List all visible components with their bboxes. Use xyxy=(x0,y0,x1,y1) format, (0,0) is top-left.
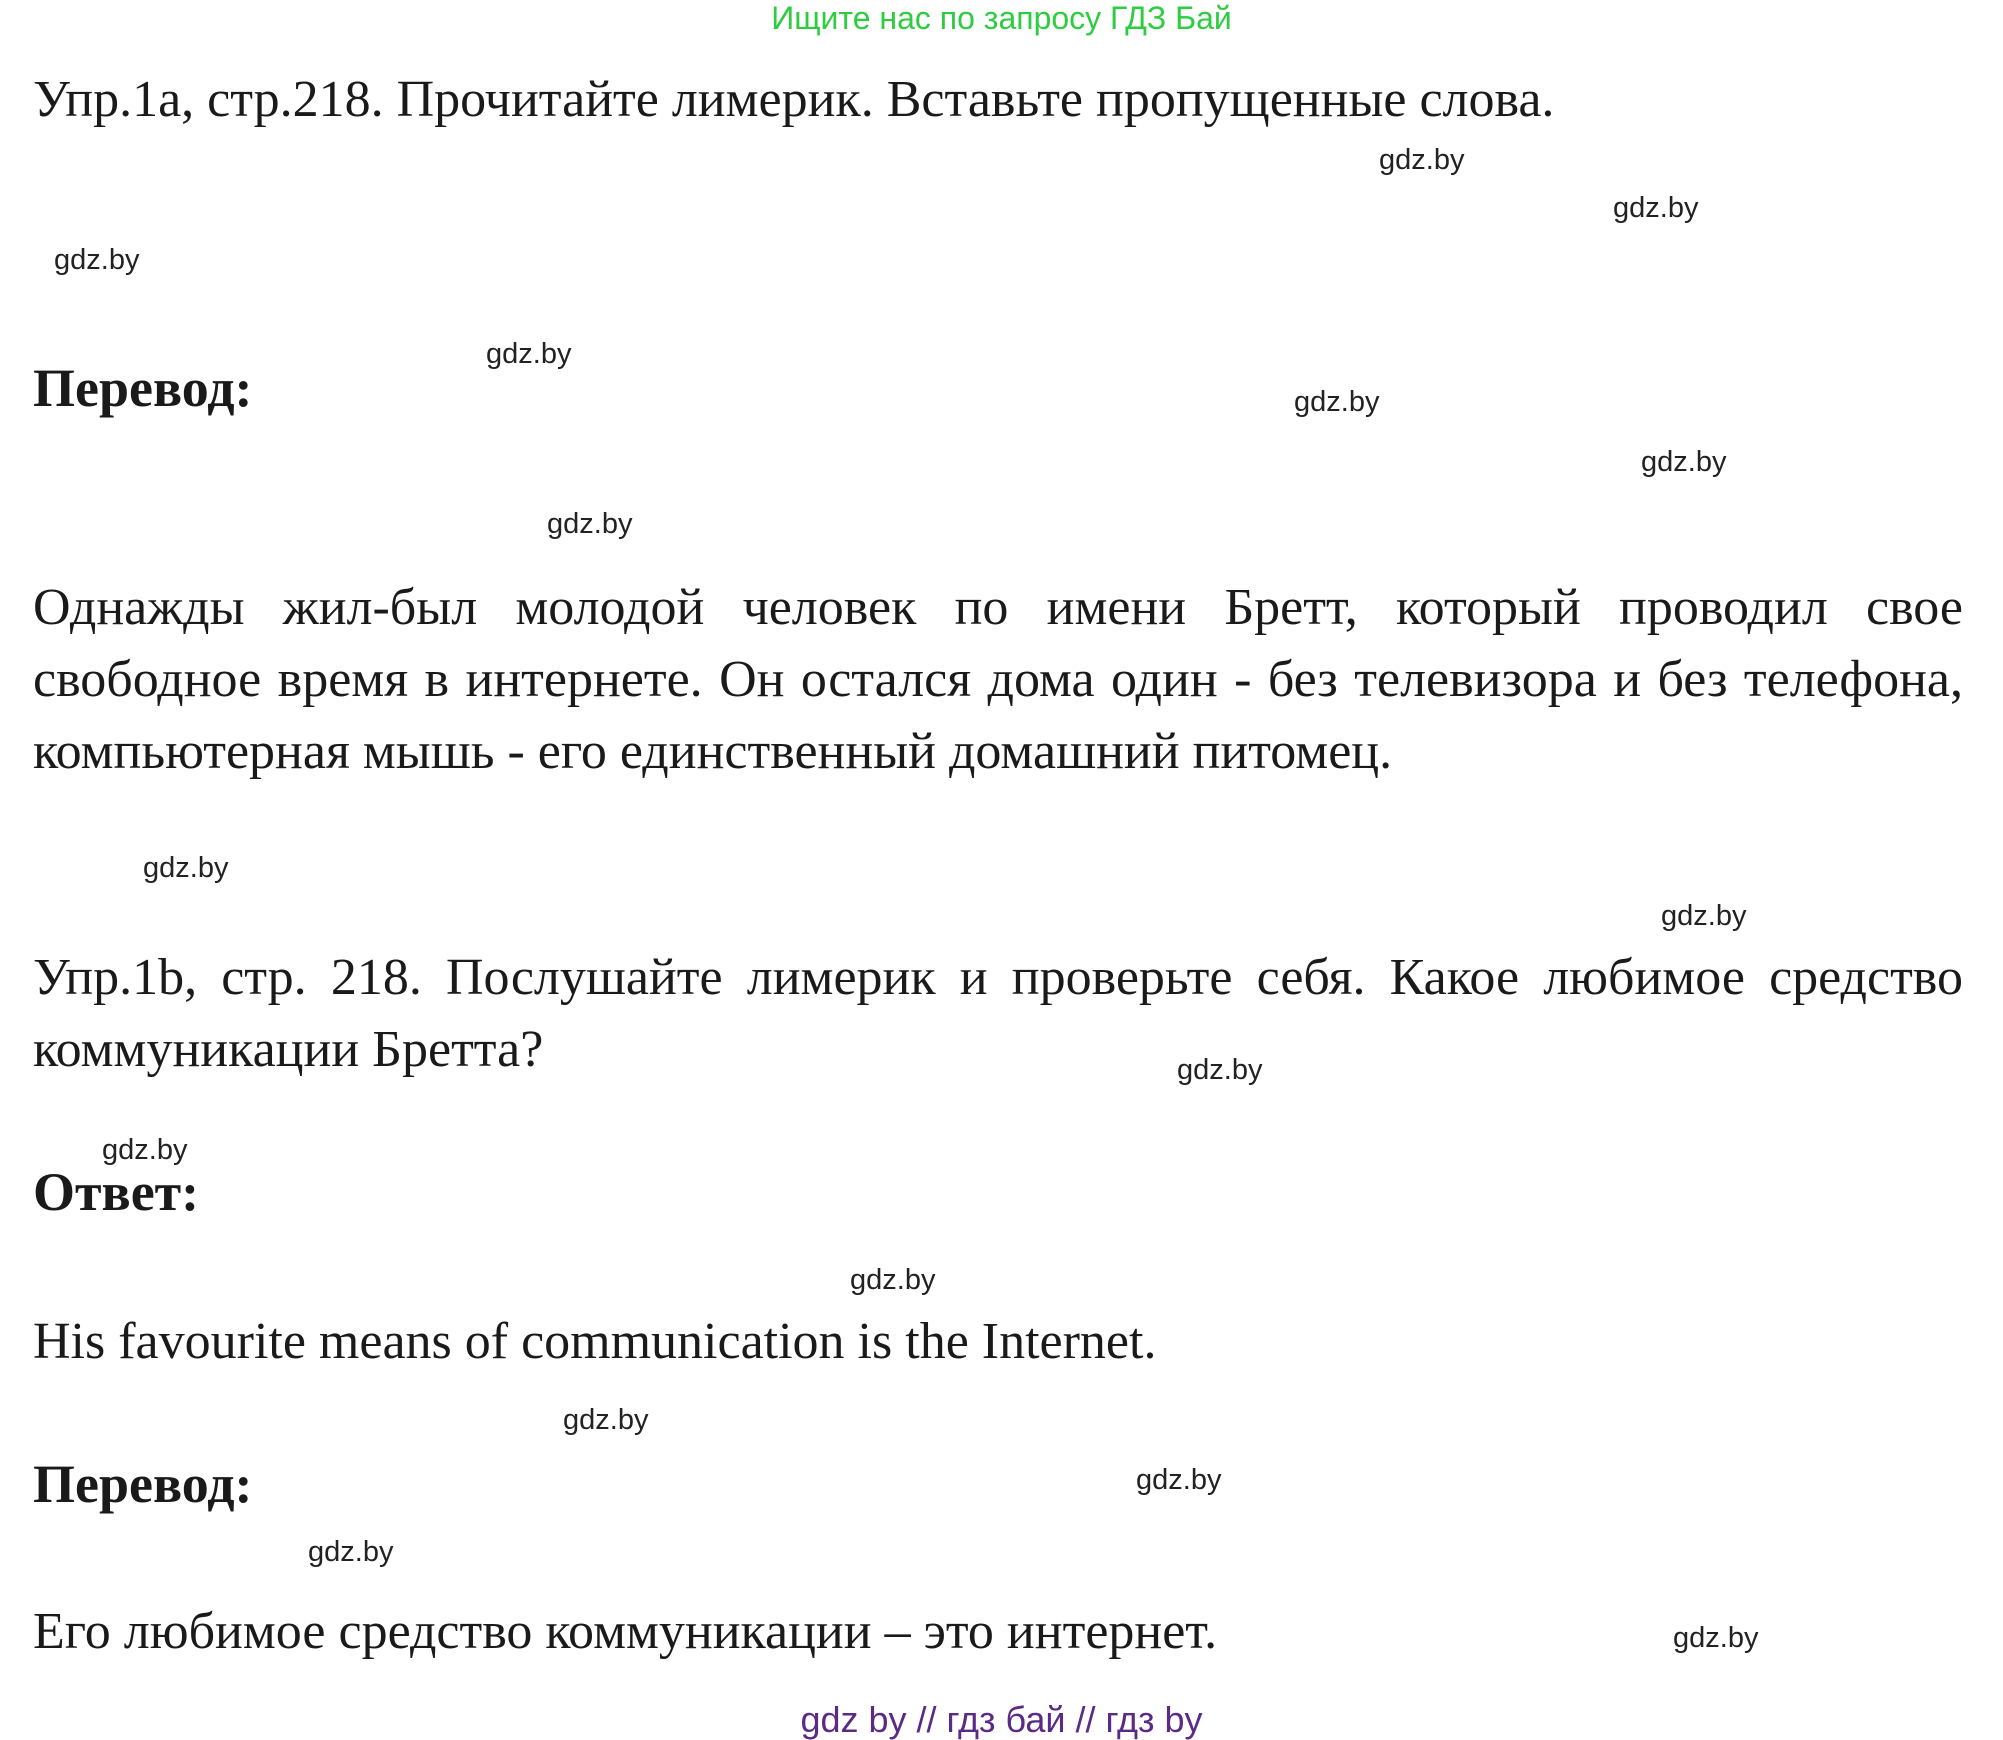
watermark: gdz.by xyxy=(1379,144,1465,176)
watermark: gdz.by xyxy=(563,1404,649,1436)
watermark: gdz.by xyxy=(1177,1054,1263,1086)
footer-links: gdz by // гдз бай // гдз by xyxy=(800,1699,1203,1740)
watermark: gdz.by xyxy=(1613,192,1699,224)
watermark: gdz.by xyxy=(547,508,633,540)
search-banner: Ищите нас по запросу ГДЗ Бай xyxy=(771,0,1232,36)
watermark: gdz.by xyxy=(102,1134,188,1166)
watermark: gdz.by xyxy=(1136,1464,1222,1496)
watermark: gdz.by xyxy=(308,1536,394,1568)
watermark: gdz.by xyxy=(486,338,572,370)
watermark: gdz.by xyxy=(850,1264,936,1296)
exercise-1b-title: Упр.1b, стр. 218. Послушайте лимерик и проверьте себя. Какое любимое средство коммуникации Бретта? xyxy=(33,949,1963,1078)
exercise-1a-title: Упр.1a, стр.218. Прочитайте лимерик. Вставьте пропущенные слова. xyxy=(33,71,1555,128)
watermark: gdz.by xyxy=(54,244,140,276)
exercise-1a-translation-text: Однажды жил-был молодой человек по имени Бретт, который проводил свое свободное время в интернете. Он остался дома один - без телевизора и без телефона, компьютерная мышь - его единственный домашний питомец. xyxy=(33,579,1963,780)
exercise-1a-translation-heading: Перевод: xyxy=(33,358,253,418)
watermark: gdz.by xyxy=(1673,1622,1759,1654)
watermark: gdz.by xyxy=(1661,900,1747,932)
watermark: gdz.by xyxy=(143,852,229,884)
exercise-1b-answer-heading: Ответ: xyxy=(33,1162,200,1222)
exercise-1b-translation-text: Его любимое средство коммуникации – это интернет. xyxy=(33,1603,1218,1660)
exercise-1b-answer-text: His favourite means of communication is the Internet. xyxy=(33,1313,1157,1370)
exercise-1b-translation-heading: Перевод: xyxy=(33,1454,253,1514)
watermark: gdz.by xyxy=(1641,446,1727,478)
watermark: gdz.by xyxy=(1294,386,1380,418)
